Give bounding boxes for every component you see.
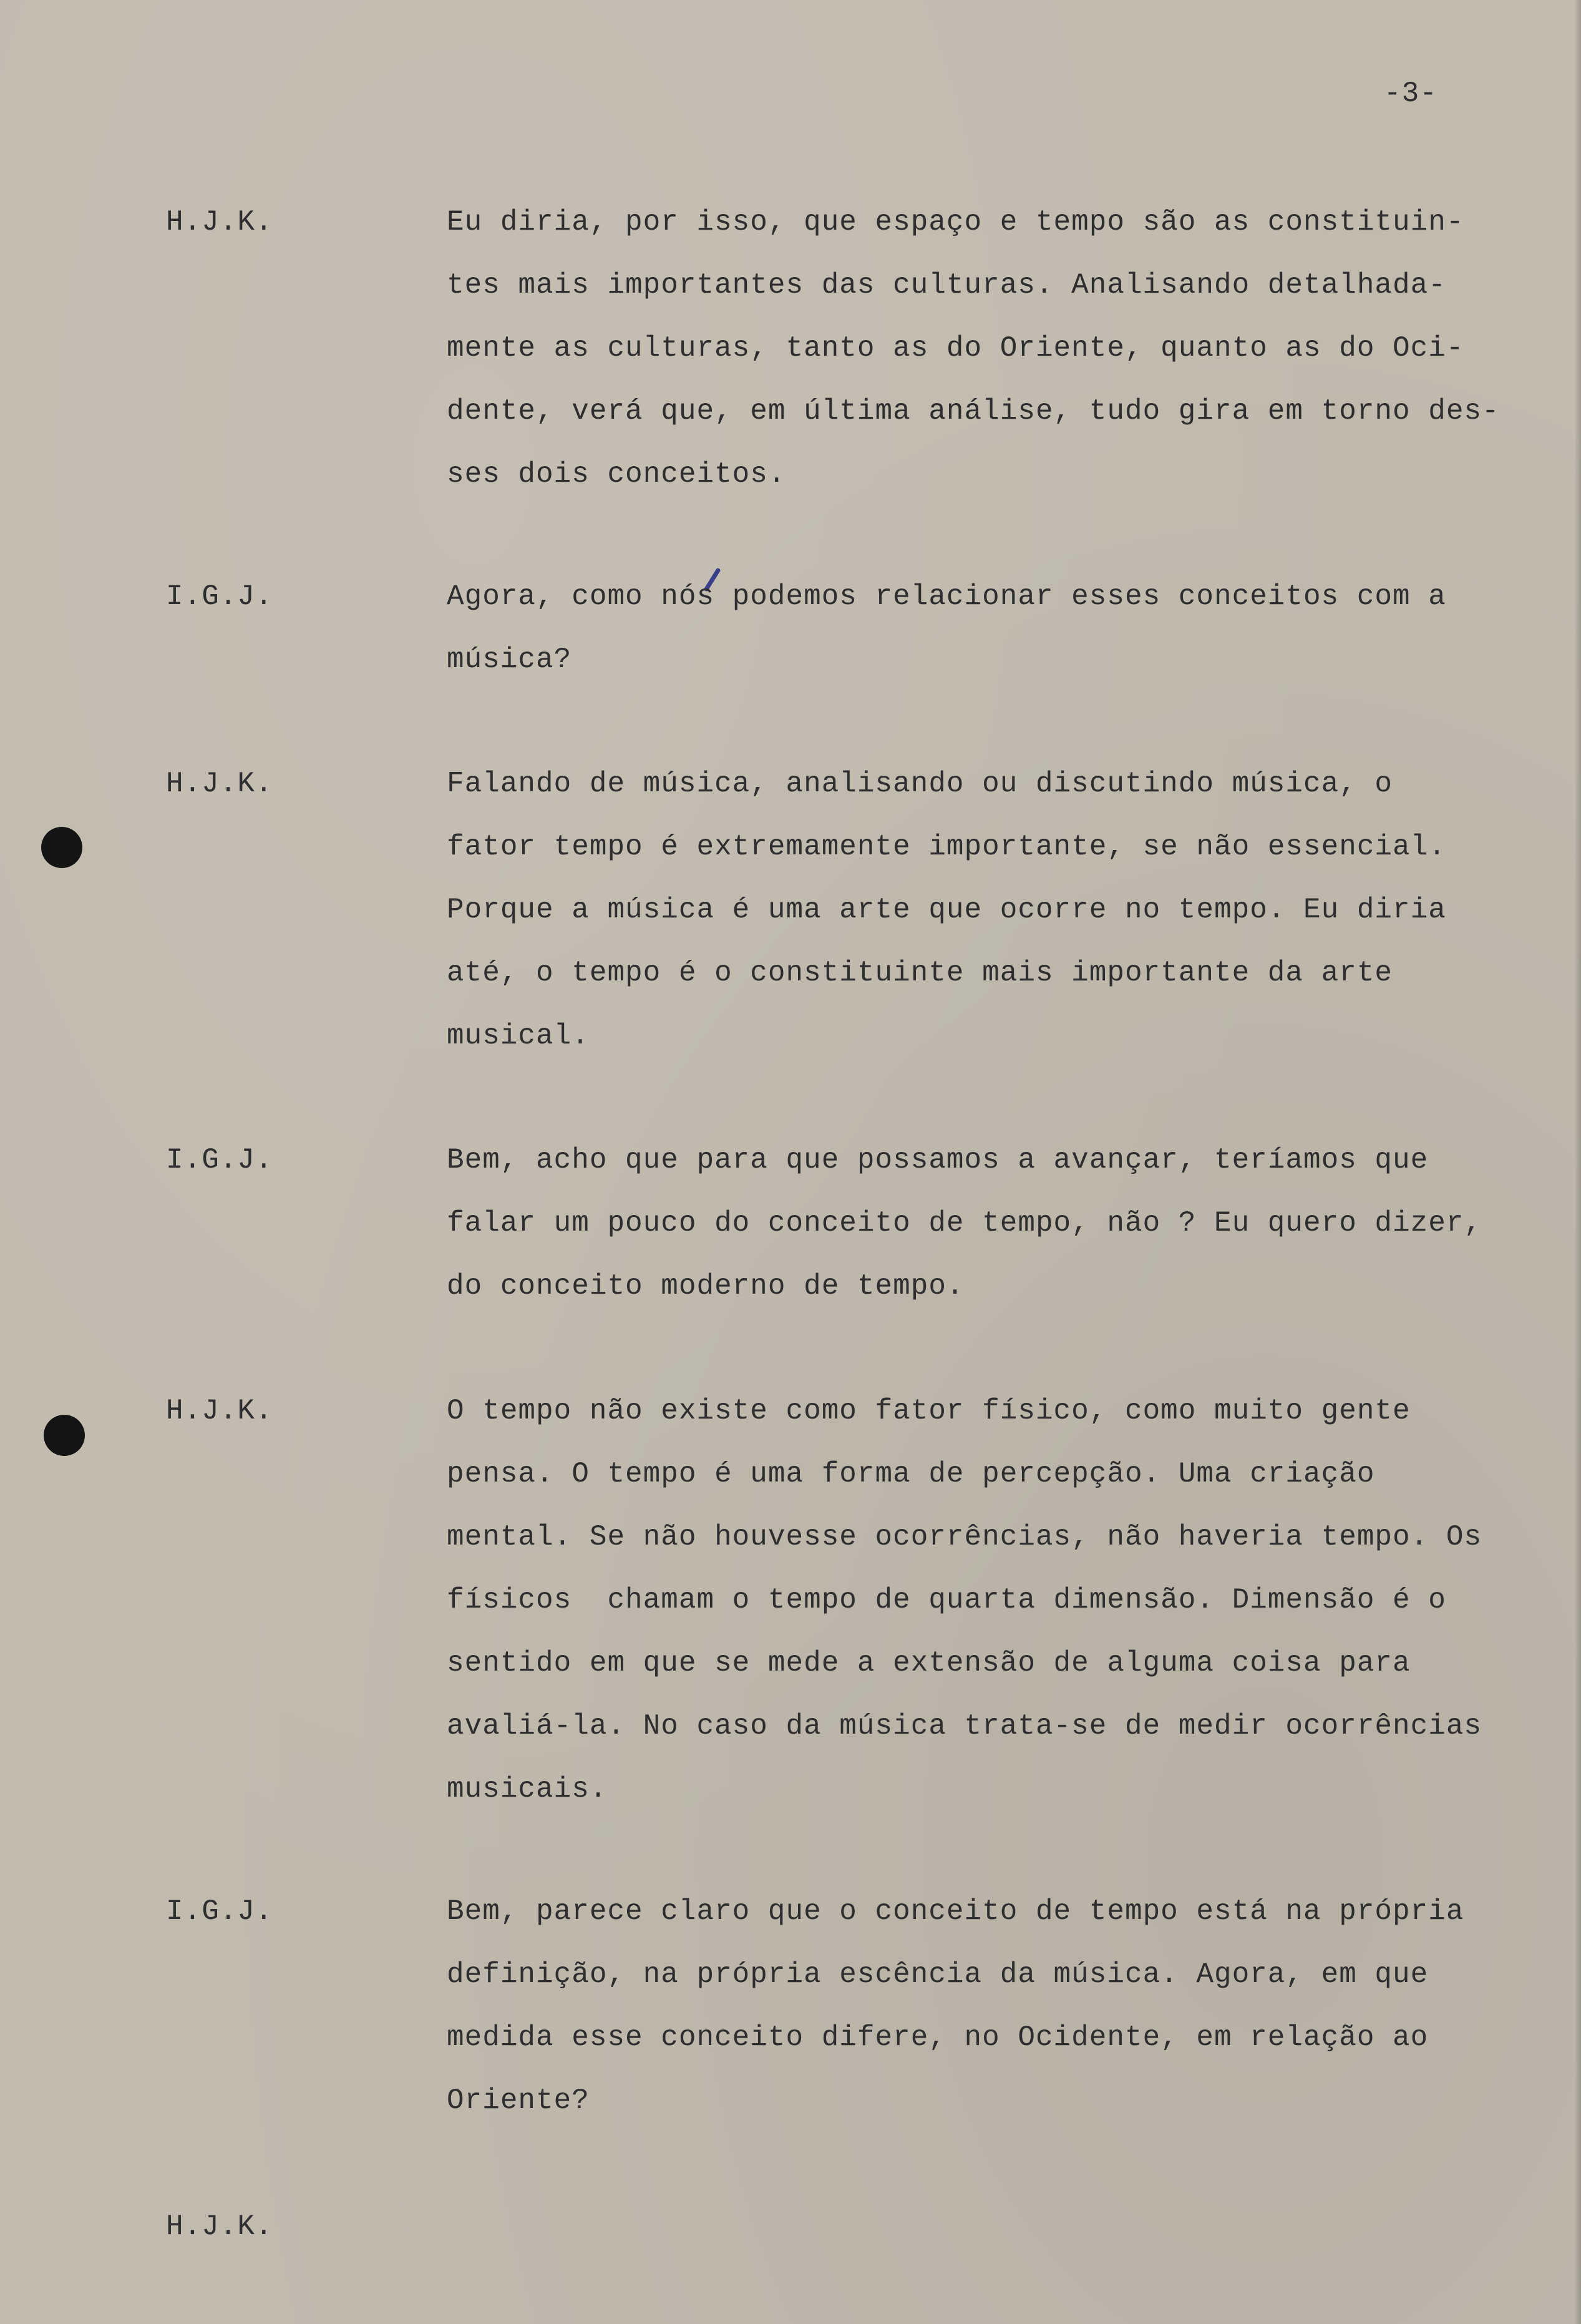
text-line: Oriente?	[447, 2084, 590, 2117]
speaker-label: H.J.K.	[166, 768, 273, 800]
text-line: Eu diria, por isso, que espaço e tempo são as constituin-	[447, 206, 1464, 238]
text-line: físicos chamam o tempo de quarta dimensão. Dimensão é o	[447, 1584, 1446, 1616]
text-line: medida esse conceito difere, no Ocidente, em relação ao	[447, 2021, 1429, 2054]
punch-hole-lower	[44, 1415, 85, 1456]
text-line: mente as culturas, tanto as do Oriente, quanto as do Oci-	[447, 332, 1464, 364]
speech-text	[447, 768, 1570, 1083]
speech-text	[447, 1395, 1570, 1836]
speech-text	[447, 1144, 1570, 1333]
text-line: tes mais importantes das culturas. Analisando detalhada-	[447, 269, 1446, 301]
text-line: música?	[447, 643, 572, 676]
text-line: até, o tempo é o constituinte mais importante da arte	[447, 957, 1393, 989]
text-line: Porque a música é uma arte que ocorre no tempo. Eu diria	[447, 894, 1446, 926]
text-line: O tempo não existe como fator físico, como muito gente	[447, 1395, 1411, 1427]
text-line: mental. Se não houvesse ocorrências, não haveria tempo. Os	[447, 1521, 1482, 1553]
text-line: Bem, acho que para que possamos a avançar, teríamos que	[447, 1144, 1429, 1176]
text-line: Agora, como nós podemos relacionar esses conceitos com a	[447, 580, 1446, 613]
text-line: Bem, parece claro que o conceito de tempo está na própria	[447, 1895, 1464, 1928]
page-number: -3-	[1384, 77, 1437, 110]
speech-text	[447, 206, 1570, 521]
text-line: dente, verá que, em última análise, tudo gira em torno des-	[447, 395, 1500, 427]
text-line: musical.	[447, 1020, 590, 1052]
page-edge-shadow	[1575, 0, 1581, 2324]
text-line: pensa. O tempo é uma forma de percepção. Uma criação	[447, 1458, 1375, 1490]
speaker-label: H.J.K.	[166, 2210, 273, 2243]
text-line: Falando de música, analisando ou discutindo música, o	[447, 768, 1393, 800]
speech-text	[447, 580, 1570, 706]
text-line: do conceito moderno de tempo.	[447, 1270, 965, 1302]
text-line: musicais.	[447, 1773, 608, 1805]
punch-hole-upper	[41, 827, 82, 868]
text-line: avaliá-la. No caso da música trata-se de medir ocorrências	[447, 1710, 1482, 1742]
text-line: ses dois conceitos.	[447, 458, 786, 491]
text-line: fator tempo é extremamente importante, se não essencial.	[447, 831, 1446, 863]
text-line: definição, na própria escência da música. Agora, em que	[447, 1958, 1429, 1991]
speech-text	[447, 1895, 1570, 2147]
text-line: falar um pouco do conceito de tempo, não ? Eu quero dizer,	[447, 1207, 1482, 1239]
text-line: sentido em que se mede a extensão de alguma coisa para	[447, 1647, 1411, 1679]
speaker-label: I.G.J.	[166, 1895, 273, 1928]
speaker-label: I.G.J.	[166, 580, 273, 613]
speaker-label: H.J.K.	[166, 206, 273, 238]
speaker-label: H.J.K.	[166, 1395, 273, 1427]
speaker-label: I.G.J.	[166, 1144, 273, 1176]
